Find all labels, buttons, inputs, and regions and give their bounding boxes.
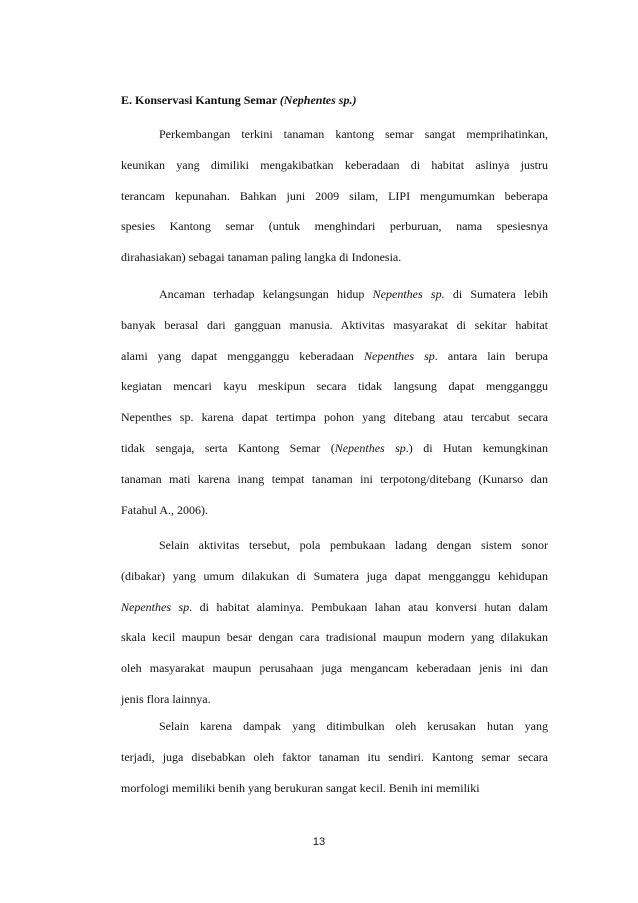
text-line: [121, 150, 548, 181]
italic-text: Nepenthes sp.: [372, 287, 445, 301]
text-run: (dibakar) yang umum dilakukan di Sumatera juga dapat mengganggu kehidupan: [121, 568, 548, 583]
text-line: [121, 341, 548, 372]
text-run: morfologi memiliki benih yang berukuran sangat kecil. Benih ini memiliki: [121, 780, 480, 795]
paragraph-3: [121, 530, 548, 715]
text-run: kegiatan mencari kayu meskipun secara tidak langsung dapat mengganggu: [121, 379, 548, 394]
text-run: spesies Kantong semar (untuk menghindari perburuan, nama spesiesnya: [121, 219, 548, 234]
text-line: [121, 310, 548, 341]
text-run: . antara lain berupa: [434, 348, 548, 363]
text-line: [121, 592, 548, 623]
text-run: jenis flora lainnya.: [121, 691, 211, 706]
text-line: [121, 119, 548, 150]
text-line: [121, 279, 548, 310]
text-line: [121, 371, 548, 402]
text-line: [121, 561, 548, 592]
text-run: Nepenthes sp. karena dapat tertimpa pohon yang ditebang atau tercabut secara: [121, 410, 548, 425]
text-run: skala kecil maupun besar dengan cara tradisional maupun modern yang dilakukan: [121, 630, 548, 645]
text-run: Selain karena dampak yang ditimbulkan oleh kerusakan hutan yang: [159, 719, 548, 733]
paragraph-2: [121, 279, 548, 525]
italic-text: Nepenthes sp: [364, 348, 435, 363]
text-line: [121, 711, 548, 742]
section-label: E.: [121, 93, 133, 107]
italic-text: Nepenthes sp: [121, 599, 190, 614]
text-line: [121, 402, 548, 433]
text-run: Ancaman terhadap kelangsungan hidup: [159, 287, 373, 301]
section-title: Konservasi Kantung Semar: [135, 93, 277, 107]
text-run: Fatahul A., 2006).: [121, 502, 208, 517]
text-run: Perkembangan terkini tanaman kantong semar sangat memprihatinkan,: [159, 127, 548, 141]
paragraph-1: [121, 119, 548, 273]
text-line: [121, 464, 548, 495]
text-run: banyak berasal dari gangguan manusia. Aktivitas masyarakat di sekitar habitat: [121, 317, 548, 332]
text-line: [121, 653, 548, 684]
paragraph-4: [121, 711, 548, 803]
text-run: oleh masyarakat maupun perusahaan juga mengancam keberadaan jenis ini dan: [121, 661, 548, 676]
text-line: [121, 742, 548, 773]
text-line: [121, 622, 548, 653]
text-run: dirahasiakan) sebagai tanaman paling langka di Indonesia.: [121, 250, 402, 265]
text-line: [121, 530, 548, 561]
page-number: 13: [312, 836, 326, 848]
text-line: [121, 211, 548, 242]
text-line: [121, 433, 548, 464]
text-run: keunikan yang dimiliki mengakibatkan keberadaan di habitat aslinya justru: [121, 157, 548, 172]
italic-text: Nepenthes sp: [334, 440, 406, 455]
text-run: Selain aktivitas tersebut, pola pembukaan ladang dengan sistem sonor: [159, 538, 548, 552]
text-line: [121, 181, 548, 212]
text-run: alami yang dapat mengganggu keberadaan: [121, 348, 365, 363]
section-title-italic: (Nephentes sp.): [279, 93, 357, 107]
text-run: di Sumatera lebih: [444, 287, 549, 301]
text-run: tidak sengaja, serta Kantong Semar (: [121, 440, 335, 455]
section-heading: [121, 92, 541, 108]
text-run: terancam kepunahan. Bahkan juni 2009 silam, LIPI mengumumkan beberapa: [121, 188, 548, 203]
text-run: tanaman mati karena inang tempat tanaman ini terpotong/ditebang (Kunarso dan: [121, 471, 548, 486]
text-line: [121, 773, 548, 804]
text-line: [121, 495, 548, 526]
text-line: [121, 242, 548, 273]
text-run: . di habitat alaminya. Pembukaan lahan atau konversi hutan dalam: [189, 599, 549, 614]
text-run: terjadi, juga disebabkan oleh faktor tanaman itu sendiri. Kantong semar secara: [121, 749, 548, 764]
text-run: .) di Hutan kemungkinan: [405, 440, 549, 455]
